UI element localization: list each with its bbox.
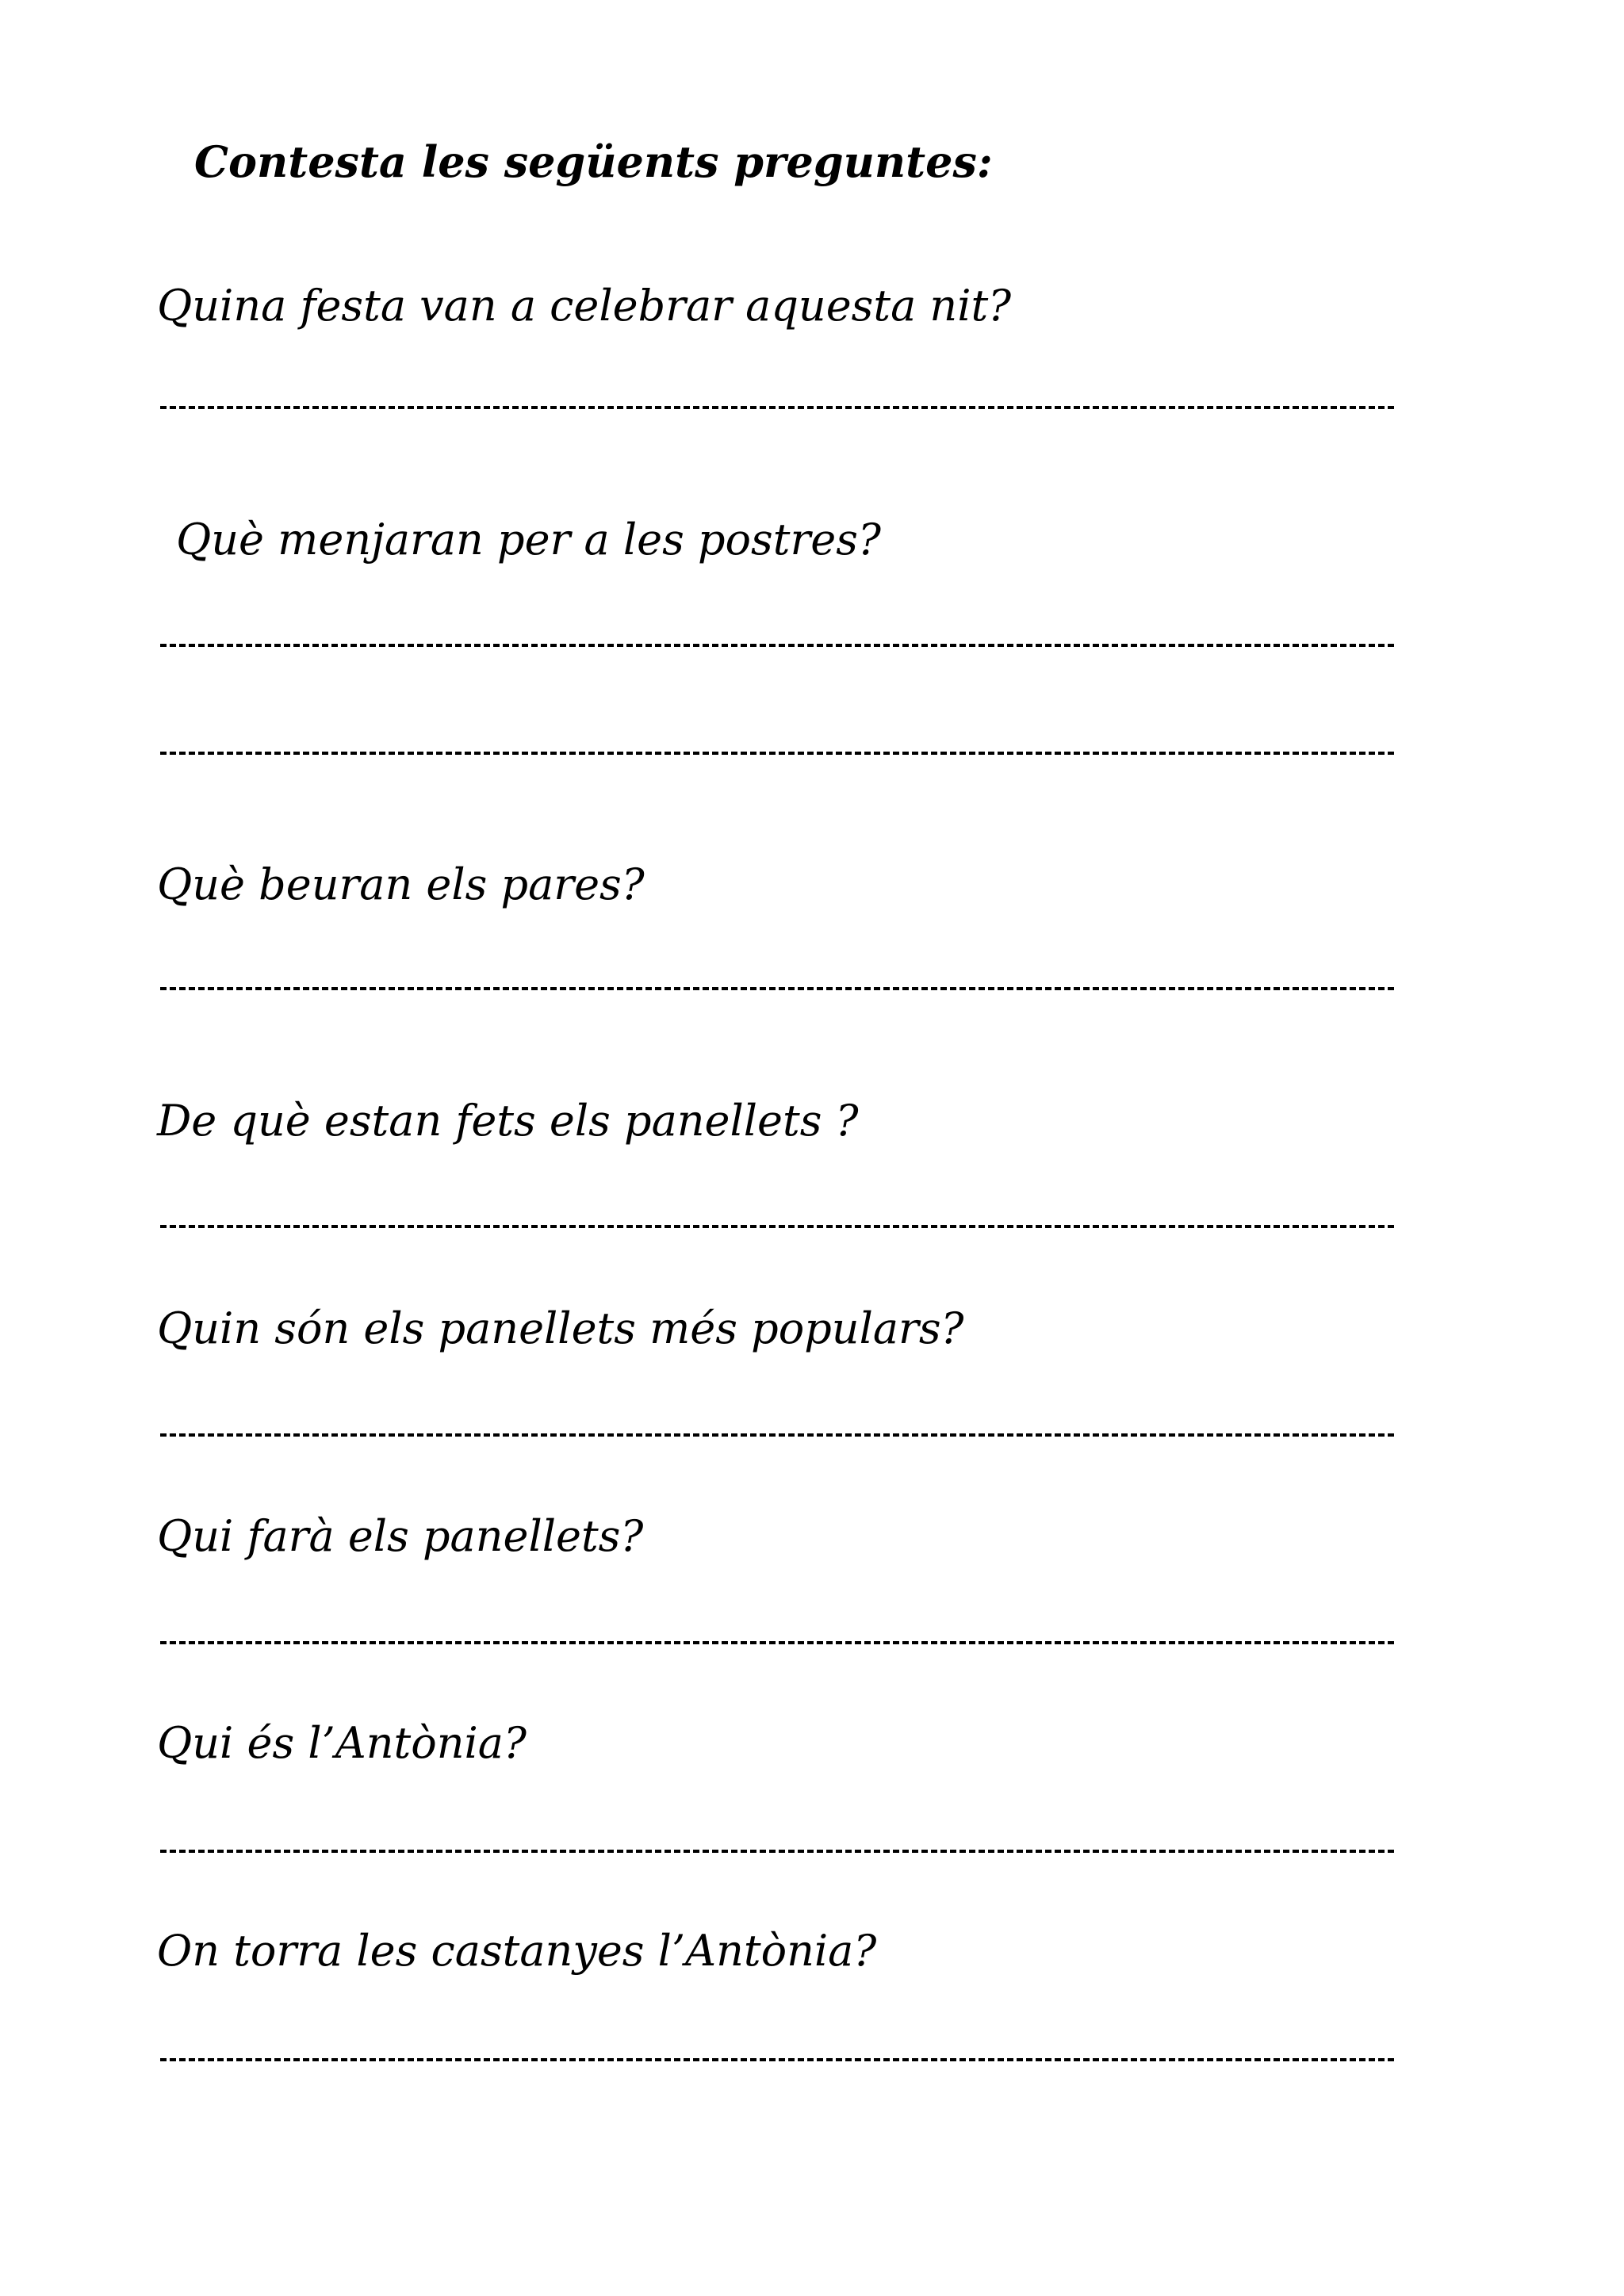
question-3: Què beuran els pares? [157, 859, 645, 909]
answer-line-5[interactable] [160, 1433, 1394, 1437]
answer-line-6[interactable] [160, 1641, 1394, 1644]
answer-line-2b[interactable] [160, 752, 1394, 755]
question-4: De què estan fets els panellets ? [157, 1096, 859, 1146]
answer-line-8[interactable] [160, 2058, 1394, 2061]
answer-line-7[interactable] [160, 1850, 1394, 1853]
answer-line-4[interactable] [160, 1225, 1394, 1228]
answer-line-2a[interactable] [160, 644, 1394, 647]
question-1: Quina festa van a celebrar aquesta nit? [157, 281, 1012, 331]
answer-line-1[interactable] [160, 406, 1394, 409]
question-8: On torra les castanyes l’Antònia? [157, 1926, 877, 1976]
question-2: Què menjaran per a les postres? [176, 515, 881, 564]
answer-line-3[interactable] [160, 987, 1394, 990]
question-7: Qui és l’Antònia? [157, 1718, 527, 1768]
worksheet-title: Contesta les següents preguntes: [194, 136, 993, 187]
question-5: Quin són els panellets més populars? [157, 1303, 964, 1353]
question-6: Qui farà els panellets? [157, 1511, 644, 1561]
